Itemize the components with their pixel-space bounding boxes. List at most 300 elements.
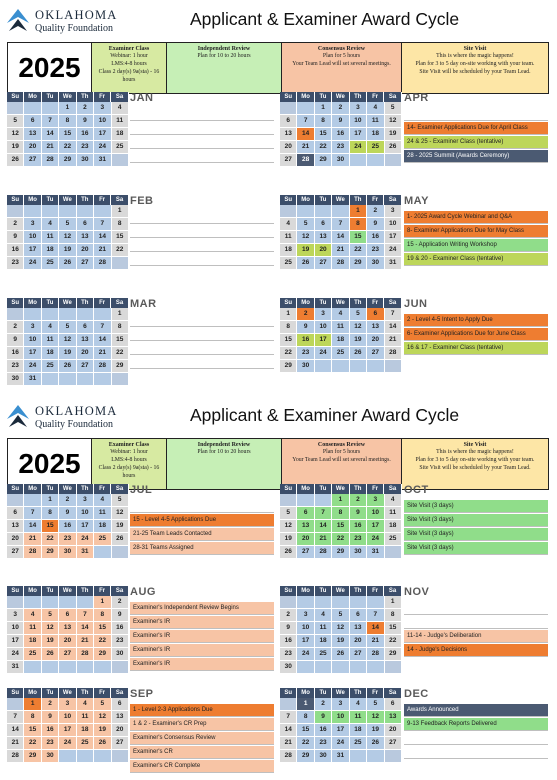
day-cell: 8 (385, 609, 402, 622)
day-cell: 18 (77, 724, 94, 737)
day-cell: 18 (332, 334, 349, 347)
day-cell: 22 (315, 141, 332, 154)
day-cell: 12 (112, 507, 129, 520)
day-cell: 21 (94, 244, 111, 257)
day-cell: 30 (350, 546, 367, 559)
day-cell: 9 (280, 622, 297, 635)
day-cell: 6 (315, 218, 332, 231)
day-cell: 19 (59, 347, 76, 360)
day-cell: 13 (24, 128, 41, 141)
day-cell: 3 (94, 102, 111, 115)
day-cell (280, 698, 297, 711)
day-cell: 5 (112, 494, 129, 507)
event-item: Examiner's IR (130, 658, 274, 671)
day-header-row (7, 688, 129, 698)
day-cell: 8 (332, 507, 349, 520)
day-header: Su (280, 92, 297, 102)
day-cell (112, 750, 129, 763)
day-cell: 22 (59, 141, 76, 154)
day-cell (297, 494, 314, 507)
day-header: Mo (297, 298, 314, 308)
day-cell: 26 (59, 360, 76, 373)
day-header: Su (280, 688, 297, 698)
day-cell: 10 (24, 334, 41, 347)
day-cell: 4 (94, 494, 111, 507)
day-cell: 11 (315, 622, 332, 635)
day-cell: 30 (42, 750, 59, 763)
day-header: Tu (315, 195, 332, 205)
event-item: 9-13 Feedback Reports Delivered (404, 718, 548, 731)
day-cell: 23 (112, 635, 129, 648)
day-cell: 15 (59, 128, 76, 141)
event-item: 19 & 20 - Examiner Class (tentative) (404, 253, 548, 266)
day-cell: 3 (332, 698, 349, 711)
day-cell (112, 373, 129, 386)
day-header: We (59, 586, 76, 596)
day-header: Fr (367, 92, 384, 102)
day-cell: 4 (77, 698, 94, 711)
day-cell: 13 (77, 334, 94, 347)
day-header-row (280, 484, 402, 494)
day-cell: 15 (385, 622, 402, 635)
month-grid (7, 494, 129, 559)
day-cell: 13 (297, 520, 314, 533)
day-cell: 3 (7, 609, 24, 622)
day-cell: 15 (112, 231, 129, 244)
day-cell (77, 596, 94, 609)
day-header: Th (350, 298, 367, 308)
day-cell (315, 661, 332, 674)
day-header: Mo (297, 484, 314, 494)
day-cell: 24 (315, 347, 332, 360)
month-name: JUL (130, 484, 153, 496)
day-header: We (59, 484, 76, 494)
month-calendar-jan (7, 92, 129, 167)
day-cell: 18 (112, 128, 129, 141)
day-cell (42, 373, 59, 386)
logo (5, 2, 125, 42)
day-cell: 14 (94, 334, 111, 347)
day-cell: 19 (42, 635, 59, 648)
day-header-row (7, 484, 129, 494)
phase-title: Consensus Review (317, 46, 366, 52)
event-item: 15 - Level 4-5 Applications Due (130, 514, 274, 527)
oklahoma-logo-icon (5, 5, 31, 35)
day-header: We (332, 688, 349, 698)
day-cell: 23 (77, 141, 94, 154)
phase-2 (167, 439, 282, 489)
event-list (130, 314, 274, 370)
day-cell: 28 (315, 546, 332, 559)
event-item: 1 & 2 - Examiner's CR Prep (130, 718, 274, 731)
day-header: Fr (94, 586, 111, 596)
event-item: 15 - Application Writing Workshop (404, 239, 548, 252)
day-cell: 22 (385, 635, 402, 648)
day-cell: 3 (350, 102, 367, 115)
event-item: Site Visit (3 days) (404, 514, 548, 527)
day-cell: 29 (297, 750, 314, 763)
month-name: FEB (130, 195, 154, 207)
day-cell (94, 750, 111, 763)
year-label: 2025 (8, 439, 92, 489)
day-header: Th (77, 298, 94, 308)
day-header: Sa (384, 92, 401, 102)
event-item (130, 500, 274, 513)
event-item: Examiner's Independent Review Begins (130, 602, 274, 615)
day-cell (332, 360, 349, 373)
day-cell (315, 360, 332, 373)
day-cell: 26 (42, 648, 59, 661)
event-item: Site Visit (3 days) (404, 542, 548, 555)
day-cell: 24 (297, 648, 314, 661)
day-cell: 7 (385, 308, 402, 321)
day-cell: 11 (77, 711, 94, 724)
day-cell: 20 (297, 533, 314, 546)
day-cell: 11 (350, 711, 367, 724)
day-cell: 18 (315, 635, 332, 648)
day-header-row (280, 298, 402, 308)
day-cell: 5 (42, 609, 59, 622)
day-cell: 31 (7, 661, 24, 674)
day-cell: 18 (280, 244, 297, 257)
day-cell (280, 596, 297, 609)
event-list (404, 704, 548, 760)
month-grid (280, 308, 402, 373)
day-cell: 28 (24, 546, 41, 559)
phase-line: This is where the magic happens! (436, 53, 514, 60)
day-cell: 29 (350, 257, 367, 270)
day-header: Tu (42, 298, 59, 308)
day-cell: 12 (7, 128, 24, 141)
day-cell: 5 (59, 218, 76, 231)
day-cell: 22 (112, 347, 129, 360)
event-item: 14 - Judge's Decisions (404, 644, 548, 657)
day-cell: 6 (350, 609, 367, 622)
day-header: Fr (94, 298, 111, 308)
day-cell: 4 (24, 609, 41, 622)
day-cell: 28 (367, 648, 384, 661)
day-cell (59, 308, 76, 321)
day-cell: 22 (350, 244, 367, 257)
event-item (130, 239, 274, 252)
day-cell: 4 (332, 308, 349, 321)
day-cell: 17 (24, 244, 41, 257)
day-cell: 3 (297, 609, 314, 622)
day-cell: 30 (77, 154, 94, 167)
page-title: Applicant & Examiner Award Cycle (190, 405, 460, 425)
day-cell: 19 (59, 244, 76, 257)
day-cell: 4 (42, 218, 59, 231)
day-cell: 4 (367, 102, 384, 115)
day-cell: 31 (94, 154, 111, 167)
event-item: Site Visit (3 days) (404, 500, 548, 513)
day-cell (77, 661, 94, 674)
event-item: 1 - Level 2-3 Applications Due (130, 704, 274, 717)
day-cell: 22 (332, 533, 349, 546)
day-cell: 21 (24, 533, 41, 546)
day-cell: 17 (7, 635, 24, 648)
day-cell: 29 (112, 360, 129, 373)
day-cell (24, 102, 41, 115)
day-cell: 18 (350, 724, 367, 737)
day-cell: 25 (77, 737, 94, 750)
day-cell: 20 (77, 244, 94, 257)
event-item: 21-25 Team Leads Contacted (130, 528, 274, 541)
day-cell: 5 (59, 321, 76, 334)
month-name: JAN (130, 92, 154, 104)
day-cell: 12 (59, 334, 76, 347)
day-cell: 24 (332, 737, 349, 750)
day-cell: 5 (280, 507, 297, 520)
day-cell: 22 (112, 244, 129, 257)
day-cell: 2 (59, 494, 76, 507)
month-grid (7, 308, 129, 386)
day-header: Th (350, 484, 367, 494)
day-cell: 17 (385, 231, 402, 244)
phase-line: Class 2 day(s) 9a(sta) - 16 hours (98, 68, 160, 83)
day-cell (367, 750, 384, 763)
day-cell: 9 (297, 321, 314, 334)
day-cell (77, 750, 94, 763)
day-cell: 10 (24, 231, 41, 244)
day-cell: 27 (385, 737, 402, 750)
day-cell: 27 (350, 648, 367, 661)
day-header: Tu (42, 586, 59, 596)
day-header: Su (7, 586, 24, 596)
month-grid (280, 205, 402, 270)
day-cell: 12 (42, 622, 59, 635)
day-cell: 23 (280, 648, 297, 661)
day-header: Sa (384, 298, 401, 308)
day-cell (7, 698, 24, 711)
day-cell (94, 546, 111, 559)
day-cell: 18 (42, 347, 59, 360)
day-cell: 12 (94, 711, 111, 724)
day-cell: 21 (7, 737, 24, 750)
day-cell: 14 (297, 128, 314, 141)
phase-title: Consensus Review (317, 442, 366, 448)
day-cell: 3 (77, 494, 94, 507)
day-header: Fr (367, 195, 384, 205)
day-header: We (332, 195, 349, 205)
event-list (130, 500, 274, 556)
phase-title: Independent Review (197, 46, 251, 52)
day-cell (350, 661, 367, 674)
day-cell (280, 205, 297, 218)
event-list (130, 108, 274, 164)
phase-title: Site Visit (463, 442, 487, 448)
day-cell: 8 (315, 115, 332, 128)
phase-4 (402, 439, 548, 489)
event-item (404, 616, 548, 629)
day-cell: 9 (350, 507, 367, 520)
page-title: Applicant & Examiner Award Cycle (190, 9, 460, 29)
calendar-half-1 (0, 0, 557, 384)
day-cell: 10 (297, 622, 314, 635)
logo (5, 398, 125, 438)
day-cell (7, 494, 24, 507)
day-cell: 15 (94, 622, 111, 635)
day-cell: 19 (385, 128, 402, 141)
day-header: Fr (367, 484, 384, 494)
day-cell: 14 (7, 724, 24, 737)
day-cell: 17 (367, 520, 384, 533)
day-cell: 6 (297, 507, 314, 520)
day-cell: 26 (297, 257, 314, 270)
day-header: Sa (384, 195, 401, 205)
day-cell (24, 308, 41, 321)
event-item: 16 & 17 - Examiner Class (tentative) (404, 342, 548, 355)
phase-line: LMS:4-8 hours (111, 60, 147, 67)
day-cell: 13 (367, 321, 384, 334)
month-grid (280, 596, 402, 674)
day-cell: 26 (112, 533, 129, 546)
day-cell: 7 (367, 609, 384, 622)
day-header: Th (77, 484, 94, 494)
day-cell: 25 (42, 257, 59, 270)
day-cell (7, 596, 24, 609)
month-grid (280, 494, 402, 559)
day-cell: 12 (367, 711, 384, 724)
month-grid (7, 596, 129, 674)
day-cell: 24 (59, 737, 76, 750)
day-cell: 11 (332, 321, 349, 334)
day-cell: 28 (77, 648, 94, 661)
day-cell (350, 360, 367, 373)
day-cell: 2 (297, 308, 314, 321)
day-header: We (332, 586, 349, 596)
year-label: 2025 (8, 43, 92, 93)
day-cell: 25 (315, 648, 332, 661)
day-cell: 10 (59, 711, 76, 724)
day-header: Su (7, 195, 24, 205)
day-cell: 17 (77, 520, 94, 533)
day-cell: 13 (385, 711, 402, 724)
logo-name: OKLAHOMA (35, 8, 118, 22)
day-cell: 29 (59, 154, 76, 167)
day-cell: 12 (297, 231, 314, 244)
day-header: Tu (42, 688, 59, 698)
phase-2 (167, 43, 282, 93)
day-header: Su (280, 298, 297, 308)
day-cell: 7 (94, 218, 111, 231)
day-header: Sa (111, 484, 128, 494)
day-cell: 30 (112, 648, 129, 661)
phase-line: Plan for 10 to 20 hours (197, 449, 251, 456)
day-cell: 13 (77, 231, 94, 244)
day-cell (367, 154, 384, 167)
day-cell: 19 (112, 520, 129, 533)
event-item: 6- Examiner Applications Due for June Class (404, 328, 548, 341)
day-cell: 7 (315, 507, 332, 520)
day-cell (59, 373, 76, 386)
day-cell (280, 102, 297, 115)
day-header: Th (350, 688, 367, 698)
event-list (404, 211, 548, 267)
day-cell: 27 (77, 257, 94, 270)
day-header: Fr (94, 195, 111, 205)
day-cell: 5 (385, 102, 402, 115)
month-calendar-jun (280, 298, 402, 373)
day-cell: 29 (315, 154, 332, 167)
day-cell: 1 (112, 308, 129, 321)
day-cell: 8 (350, 218, 367, 231)
day-cell (332, 661, 349, 674)
day-cell: 2 (77, 102, 94, 115)
day-cell: 14 (385, 321, 402, 334)
calendar-half-2 (0, 396, 557, 780)
day-header: Fr (367, 688, 384, 698)
day-cell: 23 (42, 737, 59, 750)
day-cell: 27 (315, 257, 332, 270)
day-cell: 9 (59, 507, 76, 520)
day-cell: 2 (332, 102, 349, 115)
day-cell (112, 546, 129, 559)
day-cell: 6 (280, 115, 297, 128)
day-cell: 2 (315, 698, 332, 711)
event-item: 28 - 2025 Summit (Awards Ceremony) (404, 150, 548, 163)
day-cell: 15 (332, 520, 349, 533)
phase-3 (282, 439, 402, 489)
day-cell: 3 (367, 494, 384, 507)
phase-line: Your Team Lead will set several meetings. (292, 456, 391, 463)
event-item: 2 - Level 4-5 Intent to Apply Due (404, 314, 548, 327)
day-cell: 23 (350, 533, 367, 546)
day-header: Mo (24, 688, 41, 698)
day-cell: 10 (94, 115, 111, 128)
day-cell: 15 (297, 724, 314, 737)
day-cell: 22 (94, 635, 111, 648)
day-cell: 9 (367, 218, 384, 231)
month-calendar-mar (7, 298, 129, 386)
phase-1 (92, 43, 167, 93)
day-header: Fr (367, 586, 384, 596)
day-header: We (59, 92, 76, 102)
day-cell (77, 373, 94, 386)
day-cell: 11 (367, 115, 384, 128)
day-header: We (332, 298, 349, 308)
day-header: Tu (315, 688, 332, 698)
day-header: Mo (24, 586, 41, 596)
day-cell: 20 (7, 533, 24, 546)
day-header: Tu (315, 586, 332, 596)
day-cell (94, 308, 111, 321)
day-cell: 20 (315, 244, 332, 257)
day-cell (315, 596, 332, 609)
month-grid (7, 698, 129, 763)
day-cell: 25 (42, 360, 59, 373)
day-cell: 7 (7, 711, 24, 724)
event-item (404, 746, 548, 759)
day-cell: 30 (315, 750, 332, 763)
day-cell: 26 (7, 154, 24, 167)
month-name: JUN (404, 298, 428, 310)
day-header-row (280, 195, 402, 205)
day-header: Mo (24, 484, 41, 494)
day-cell: 17 (332, 724, 349, 737)
day-cell: 2 (112, 596, 129, 609)
event-item: Examiner's IR (130, 616, 274, 629)
day-cell: 11 (112, 115, 129, 128)
day-cell: 27 (24, 154, 41, 167)
day-header: Mo (24, 195, 41, 205)
day-cell: 12 (59, 231, 76, 244)
month-name: NOV (404, 586, 430, 598)
month-calendar-sep (7, 688, 129, 763)
day-header: Sa (384, 484, 401, 494)
day-cell: 6 (77, 321, 94, 334)
day-cell: 21 (385, 334, 402, 347)
